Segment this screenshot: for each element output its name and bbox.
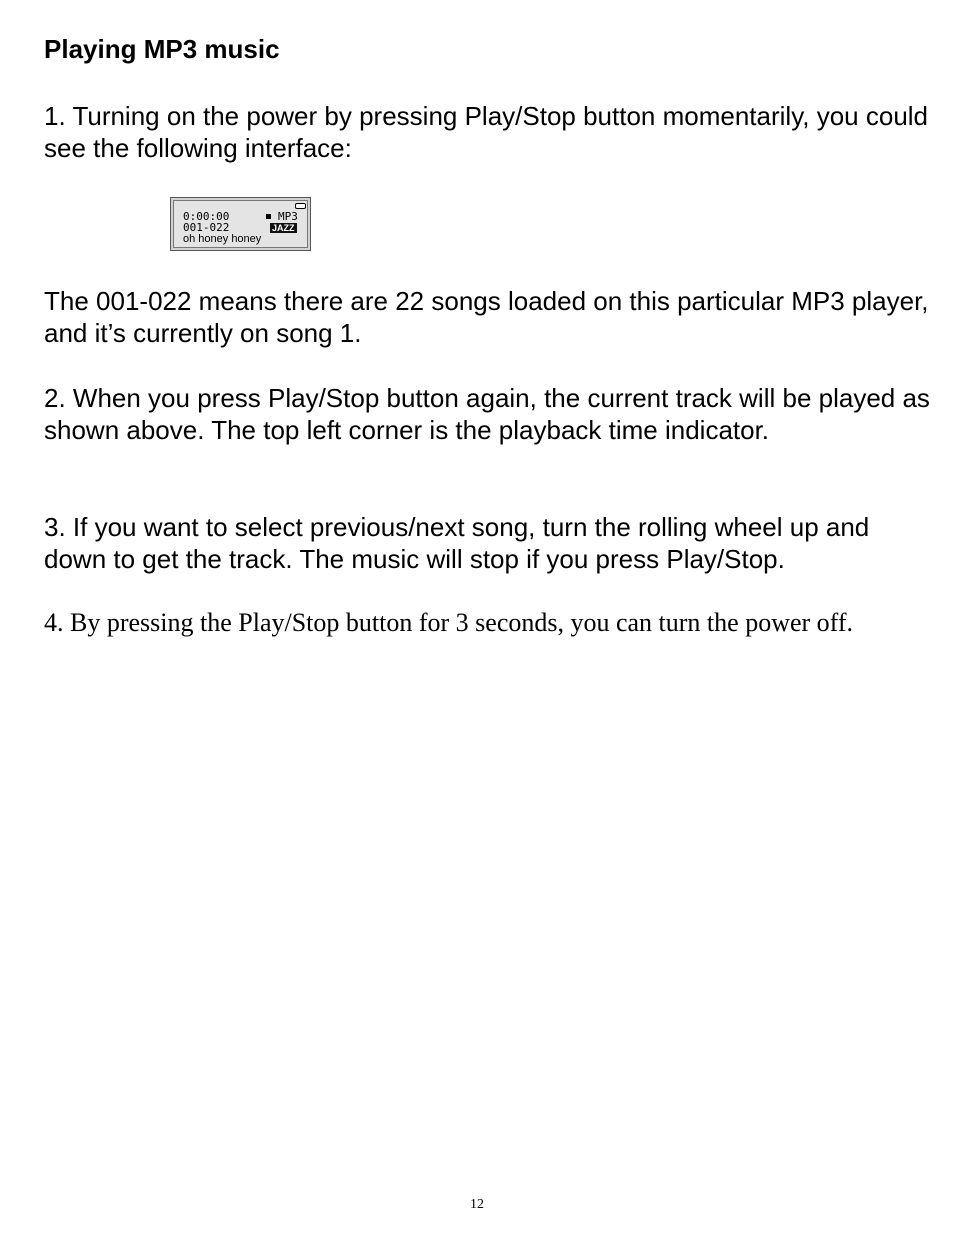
- lcd-eq-mode: JAZZ: [272, 223, 295, 233]
- section-heading: Playing MP3 music: [44, 34, 280, 64]
- lcd-time: 0:00:00: [183, 210, 230, 223]
- lcd-song-title: oh honey honey: [183, 233, 262, 245]
- paragraph-step-4: 4. By pressing the Play/Stop button for 3 seconds, you can turn the power off.: [44, 608, 854, 637]
- stop-icon: [266, 214, 271, 219]
- lcd-screen: [173, 200, 308, 248]
- page-number: 12: [470, 1197, 484, 1212]
- paragraph-track-info: The 001-022 means there are 22 songs loaded on this particular MP3 player, and it’s currently on song 1.: [44, 286, 929, 348]
- paragraph-step-3: 3. If you want to select previous/next song, turn the rolling wheel up and down to get the track. The music will stop if you press Play/Stop.: [44, 512, 870, 574]
- lcd-track: 001-022: [183, 221, 230, 234]
- paragraph-step-1: 1. Turning on the power by pressing Play/Stop button momentarily, you could see the following interface:: [44, 101, 929, 163]
- lcd-format: MP3: [278, 210, 298, 223]
- battery-icon: [295, 203, 306, 209]
- lcd-display-figure: [170, 197, 311, 251]
- paragraph-step-2: 2. When you press Play/Stop button again, the current track will be played as shown above. The top left corner is the playback time indicator.: [44, 383, 930, 445]
